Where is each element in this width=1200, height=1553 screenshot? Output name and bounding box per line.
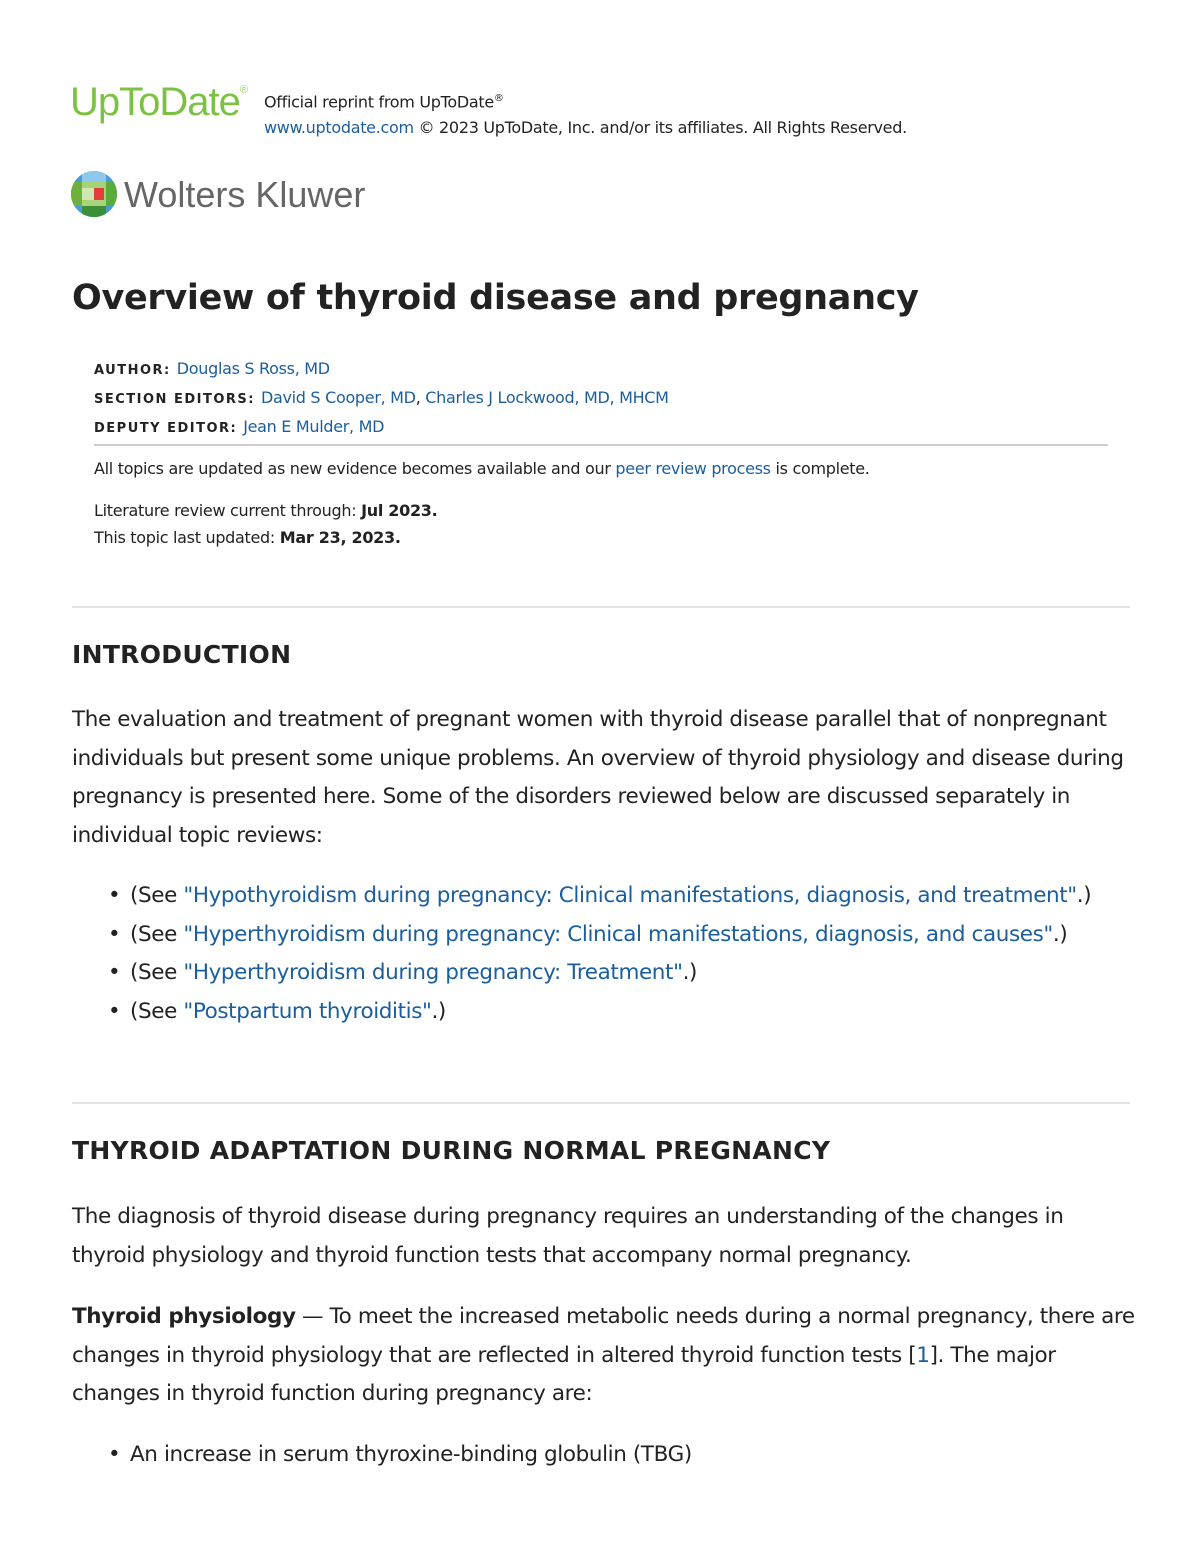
topic-dates xyxy=(94,497,437,551)
uptodate-site-link[interactable]: www.uptodate.com xyxy=(264,118,414,138)
list-item: • (See "Postpartum thyroiditis".) xyxy=(72,993,1142,1032)
last-updated-date: Mar 23, 2023. xyxy=(279,528,401,547)
wolters-kluwer-logo xyxy=(70,170,365,220)
topic-link[interactable]: "Postpartum thyroiditis" xyxy=(183,998,432,1024)
logo-text: UpToDate xyxy=(70,80,240,124)
paragraph-text: The evaluation and treatment of pregnant women with thyroid disease parallel that of nonpregnant individuals but present some unique problems. An overview of thyroid physiology and disease during pregnancy is presented here. Some of the disorders reviewed below are discussed separately in individual topic reviews: xyxy=(72,707,1124,848)
deputy-editor-label: DEPUTY EDITOR: xyxy=(94,421,238,436)
copyright-text: © 2023 UpToDate, Inc. and/or its affiliates. All Rights Reserved. xyxy=(413,118,907,138)
list-item: • (See "Hypothyroidism during pregnancy: Clinical manifestations, diagnosis, and treatment".) xyxy=(72,877,1142,916)
author-info: AUTHOR: Douglas S Ross, MD SECTION EDITORS: David S Cooper, MD, Charles J Lockwood, MD, MHCM DEPUTY EDITOR: Jean E Mulder, MD xyxy=(94,359,669,436)
lit-review-date: Jul 2023. xyxy=(361,501,438,520)
adaptation-paragraph: The diagnosis of thyroid disease during pregnancy requires an understanding of the changes in thyroid physiology and thyroid function tests that accompany normal pregnancy. xyxy=(72,1204,1064,1268)
introduction-heading: INTRODUCTION xyxy=(72,640,292,669)
section-editors-label: SECTION EDITORS: xyxy=(94,392,255,407)
adaptation-heading: THYROID ADAPTATION DURING NORMAL PREGNANCY xyxy=(72,1136,831,1165)
author-link[interactable]: Douglas S Ross, MD xyxy=(176,359,330,378)
last-updated-label: This topic last updated: xyxy=(94,528,280,547)
topic-link[interactable]: "Hypothyroidism during pregnancy: Clinical manifestations, diagnosis, and treatment" xyxy=(183,883,1077,908)
reference-link[interactable]: 1 xyxy=(916,1342,930,1368)
changes-list xyxy=(72,1436,1142,1475)
section-editor-link[interactable]: David S Cooper, MD xyxy=(260,388,416,407)
section-editor-link[interactable]: Charles J Lockwood, MD, MHCM xyxy=(425,388,669,407)
section-divider xyxy=(72,1102,1130,1104)
wolters-kluwer-text: Wolters Kluwer xyxy=(124,174,366,215)
lit-review-label: Literature review current through: xyxy=(94,501,362,520)
topic-link[interactable]: "Hyperthyroidism during pregnancy: Clinical manifestations, diagnosis, and causes" xyxy=(183,921,1053,947)
page-title: Overview of thyroid disease and pregnancy xyxy=(72,278,919,318)
thyroid-physiology-paragraph: Thyroid physiology — To meet the increased metabolic needs during a normal pregnancy, there are changes in thyroid physiology that are reflected in altered thyroid function tests [1]. The major changes in thyroid function during pregnancy are: xyxy=(72,1304,1135,1406)
subheading: Thyroid physiology xyxy=(72,1304,296,1329)
section-divider xyxy=(72,606,1130,608)
update-note-text: is complete. xyxy=(770,459,870,478)
divider xyxy=(94,444,1108,446)
author-label: AUTHOR: xyxy=(94,363,171,378)
related-topics-list xyxy=(72,877,1142,1031)
reprint-notice: Official reprint from UpToDate® www.uptodate.com © 2023 UpToDate, Inc. and/or its affiliates. All Rights Reserved. xyxy=(264,92,907,138)
update-note-text: All topics are updated as new evidence becomes available and our xyxy=(94,459,616,478)
update-note xyxy=(94,459,870,478)
reprint-line: Official reprint from UpToDate xyxy=(264,92,494,112)
deputy-editor-link[interactable]: Jean E Mulder, MD xyxy=(243,417,385,436)
list-item: • An increase in serum thyroxine-binding globulin (TBG) xyxy=(72,1436,1142,1475)
wolters-kluwer-globe-icon xyxy=(70,170,120,220)
peer-review-link[interactable]: peer review process xyxy=(615,459,771,478)
list-item: • (See "Hyperthyroidism during pregnancy: Clinical manifestations, diagnosis, and causes".) xyxy=(72,916,1142,955)
introduction-paragraph xyxy=(72,701,1142,1031)
uptodate-logo: UpToDate® xyxy=(70,80,247,124)
topic-link[interactable]: "Hyperthyroidism during pregnancy: Treatment" xyxy=(183,960,683,985)
list-item: • (See "Hyperthyroidism during pregnancy: Treatment".) xyxy=(72,954,1142,993)
